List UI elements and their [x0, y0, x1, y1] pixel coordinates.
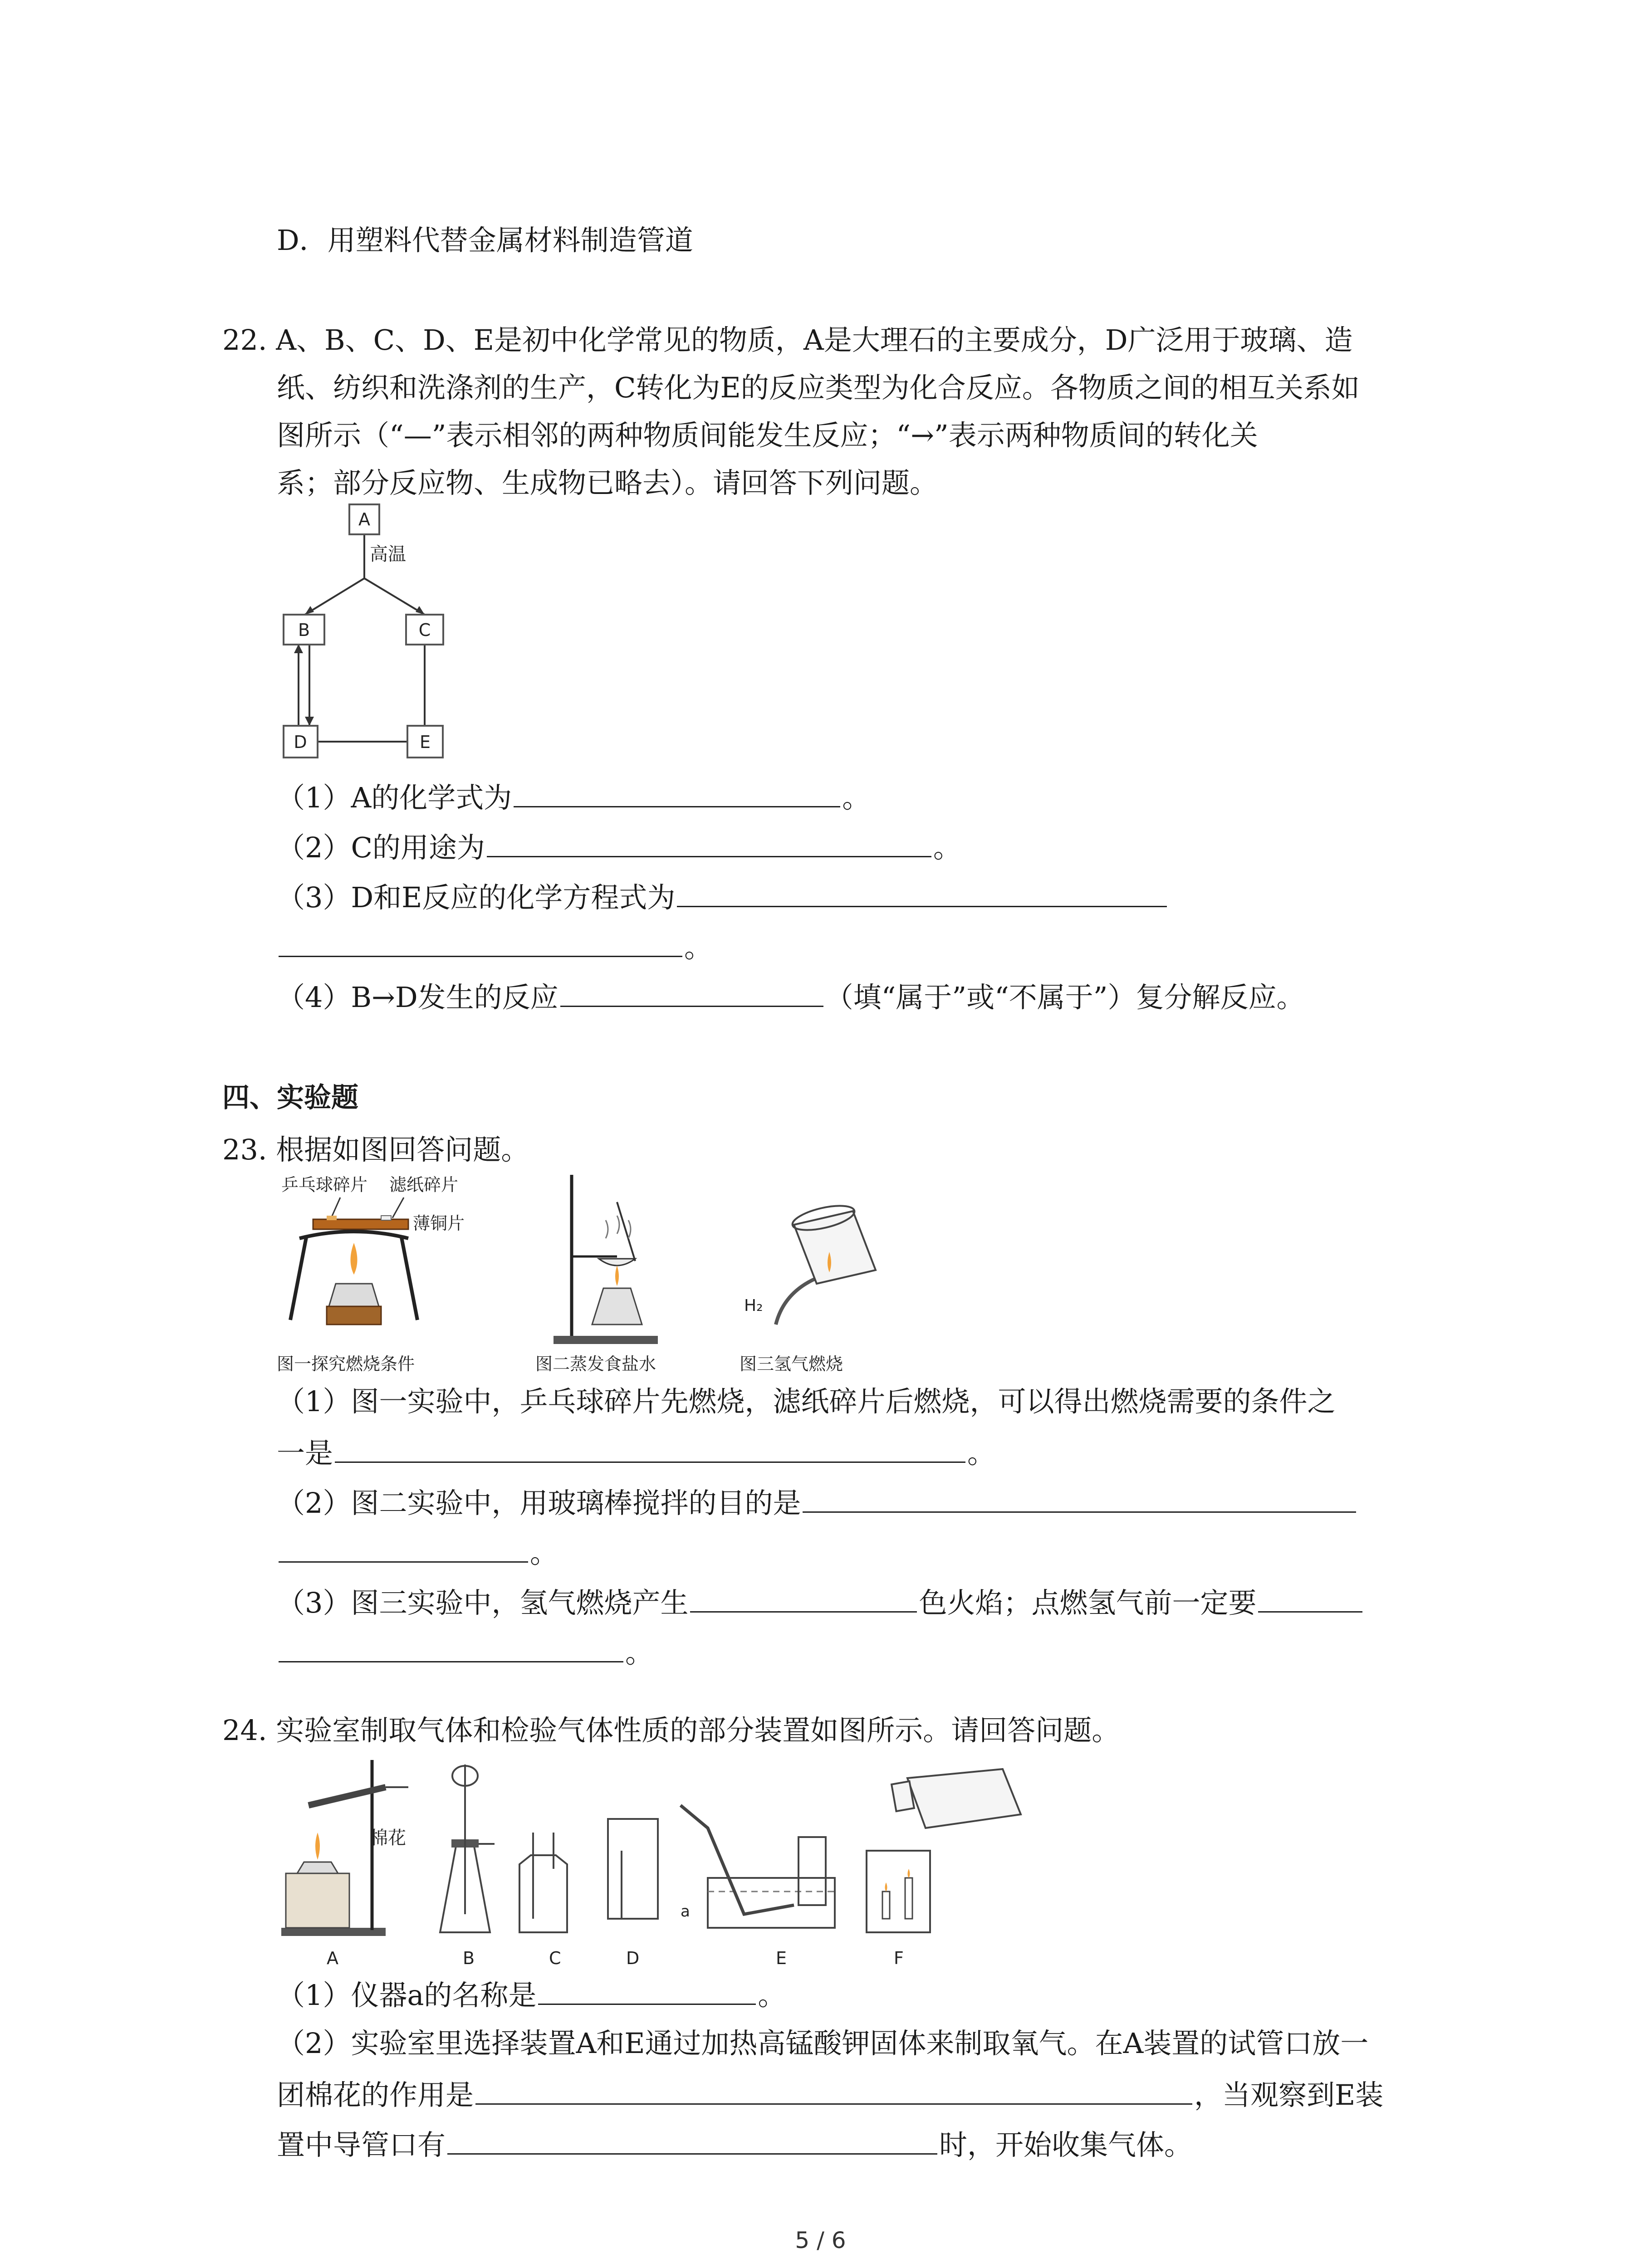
- fig1-label-filter: 滤纸碎片: [389, 1175, 459, 1195]
- q24-sub2-mid: ，当观察到E装: [1194, 2078, 1384, 2112]
- q23-sub3-answer-blank-1[interactable]: [690, 1583, 917, 1613]
- q22-sub3-suffix: 。: [684, 931, 713, 964]
- q23-sub3-cont: [277, 1633, 653, 1671]
- q24-sub2: [277, 2075, 1383, 2113]
- label-f: F: [894, 1948, 904, 1968]
- q24-sub2-line1: （2）实验室里选择装置A和E通过加热高锰酸钾固体来制取氧气。在A装置的试管口放一: [277, 2027, 1369, 2060]
- fig1-apparatus: [277, 1175, 465, 1374]
- node-b: [284, 615, 324, 645]
- q22-stem-line2: 纸、纺织和洗涤剂的生产，C转化为E的反应类型为化合反应。各物质之间的相互关系如: [277, 371, 1360, 404]
- q23-sub3: [277, 1583, 1364, 1621]
- apparatus-b: [440, 1765, 495, 1968]
- q24-sub2-prefix: 团棉花的作用是: [277, 2078, 474, 2112]
- q22-sub3-answer-blank-1[interactable]: [677, 878, 1167, 907]
- q24-apparatus: [272, 1755, 1089, 1969]
- q22-sub4-suffix: （填“属于”或“不属于”）复分解反应。: [825, 981, 1305, 1014]
- fig2-caption: 图二蒸发食盐水: [535, 1354, 656, 1374]
- q24-sub2-answer-blank-2[interactable]: [447, 2125, 937, 2155]
- page-number: 5 / 6: [795, 2227, 846, 2253]
- q23-stem: 23. 根据如图回答问题。: [222, 1133, 529, 1166]
- label-cotton: 棉花: [370, 1828, 406, 1848]
- apparatus-a: [281, 1760, 408, 1968]
- q23-sub3-mid: 色火焰；点燃氢气前一定要: [919, 1586, 1257, 1619]
- q22-sub3-answer-blank-2[interactable]: [279, 928, 682, 957]
- q22-stem-line3: 图所示（“—”表示相邻的两种物质间能发生反应；“→”表示两种物质间的转化关: [277, 419, 1258, 452]
- q24-sub2-suffix: 时，开始收集气体。: [939, 2128, 1193, 2161]
- node-d: [284, 726, 318, 758]
- q23-sub3-answer-blank-3[interactable]: [279, 1633, 623, 1662]
- q22-sub3-prefix: （3）D和E反应的化学方程式为: [277, 881, 676, 914]
- fig1-label-pingpong: 乒乓球碎片: [281, 1175, 368, 1195]
- q23-sub2-answer-blank-1[interactable]: [803, 1483, 1356, 1513]
- q22-sub4-answer-blank[interactable]: [560, 978, 823, 1007]
- q22-sub1-answer-blank[interactable]: [514, 778, 840, 807]
- condition-label: 高温: [370, 544, 406, 565]
- node-e: [407, 726, 443, 758]
- fig1-caption: 图一探究燃烧条件: [277, 1354, 415, 1374]
- fig3-apparatus: [740, 1201, 876, 1374]
- fig2-apparatus: [535, 1175, 658, 1374]
- q23-figures: [272, 1170, 930, 1379]
- q24-sub2-prefix2: 置中导管口有: [277, 2128, 446, 2161]
- q22-sub2-suffix: 。: [933, 831, 961, 864]
- q24-stem: 24. 实验室制取气体和检验气体性质的部分装置如图所示。请回答问题。: [222, 1714, 1120, 1747]
- q23-sub2-prefix: （2）图二实验中，用玻璃棒搅拌的目的是: [277, 1486, 801, 1520]
- q24-sub2-cont: [277, 2125, 1192, 2163]
- node-c-label: C: [418, 620, 431, 640]
- q24-sub1-suffix: 。: [758, 1979, 786, 2012]
- q23-sub1-suffix: 。: [967, 1437, 996, 1470]
- q23-sub1: [277, 1433, 995, 1471]
- q21-option-d: D．用塑料代替金属材料制造管道: [277, 224, 693, 257]
- q23-sub2-suffix: 。: [530, 1536, 558, 1569]
- apparatus-e: [681, 1805, 835, 1968]
- q23-sub2-cont: [277, 1533, 558, 1571]
- q23-sub1-answer-blank[interactable]: [335, 1433, 965, 1463]
- q22-sub1-prefix: （1）A的化学式为: [277, 781, 512, 814]
- label-a: A: [327, 1948, 338, 1968]
- q23-sub1-prefix: 一是: [277, 1437, 333, 1470]
- node-b-label: B: [298, 620, 310, 640]
- node-a-label: A: [358, 509, 370, 529]
- q22-sub3: [277, 878, 1169, 916]
- q24-sub1-answer-blank[interactable]: [538, 1975, 756, 2005]
- q22-sub2-prefix: （2）C的用途为: [277, 831, 485, 864]
- q24-sub1-prefix: （1）仪器a的名称是: [277, 1979, 537, 2012]
- fig1-label-copper: 薄铜片: [413, 1213, 465, 1233]
- q23-sub3-answer-blank-2[interactable]: [1258, 1583, 1362, 1613]
- q23-sub2-answer-blank-2[interactable]: [279, 1533, 528, 1563]
- label-b: B: [463, 1948, 475, 1968]
- q22-sub2: [277, 828, 961, 866]
- q22-sub4-prefix: （4）B→D发生的反应: [277, 981, 558, 1014]
- q22-sub3-cont: [277, 928, 712, 966]
- fig3-caption: 图三氢气燃烧: [740, 1354, 843, 1374]
- section4-title: 四、实验题: [222, 1082, 358, 1114]
- q22-sub1-suffix: 。: [842, 781, 871, 814]
- label-e: E: [776, 1948, 787, 1968]
- q23-sub1-line1: （1）图一实验中，乒乓球碎片先燃烧，滤纸碎片后燃烧，可以得出燃烧需要的条件之: [277, 1385, 1336, 1418]
- label-small-a: a: [681, 1902, 690, 1921]
- q22-sub2-answer-blank[interactable]: [487, 828, 931, 857]
- label-d: D: [626, 1948, 640, 1968]
- node-d-label: D: [294, 732, 307, 752]
- node-c: [406, 615, 443, 645]
- q22-stem-line4: 系；部分反应物、生成物已略去）。请回答下列问题。: [277, 466, 938, 499]
- fig3-label-h2: H₂: [744, 1296, 763, 1315]
- q24-sub1: [277, 1975, 786, 2014]
- apparatus-f: [867, 1769, 1021, 1968]
- q24-sub2-answer-blank-1[interactable]: [475, 2075, 1192, 2105]
- q23-sub3-suffix: 。: [625, 1636, 654, 1669]
- q22-sub1: [277, 778, 870, 816]
- label-c: C: [549, 1948, 561, 1968]
- q22-sub4: [277, 978, 1304, 1016]
- node-e-label: E: [419, 732, 431, 752]
- q22-relation-diagram: [272, 499, 463, 771]
- q22-stem-line1: 22. A、B、C、D、E是初中化学常见的物质，A是大理石的主要成分，D广泛用于玻璃、造: [222, 323, 1353, 357]
- node-a: [349, 504, 379, 534]
- q23-sub2: [277, 1483, 1358, 1521]
- q23-sub3-prefix: （3）图三实验中，氢气燃烧产生: [277, 1586, 689, 1619]
- apparatus-d: [608, 1819, 658, 1968]
- apparatus-c: [519, 1833, 567, 1968]
